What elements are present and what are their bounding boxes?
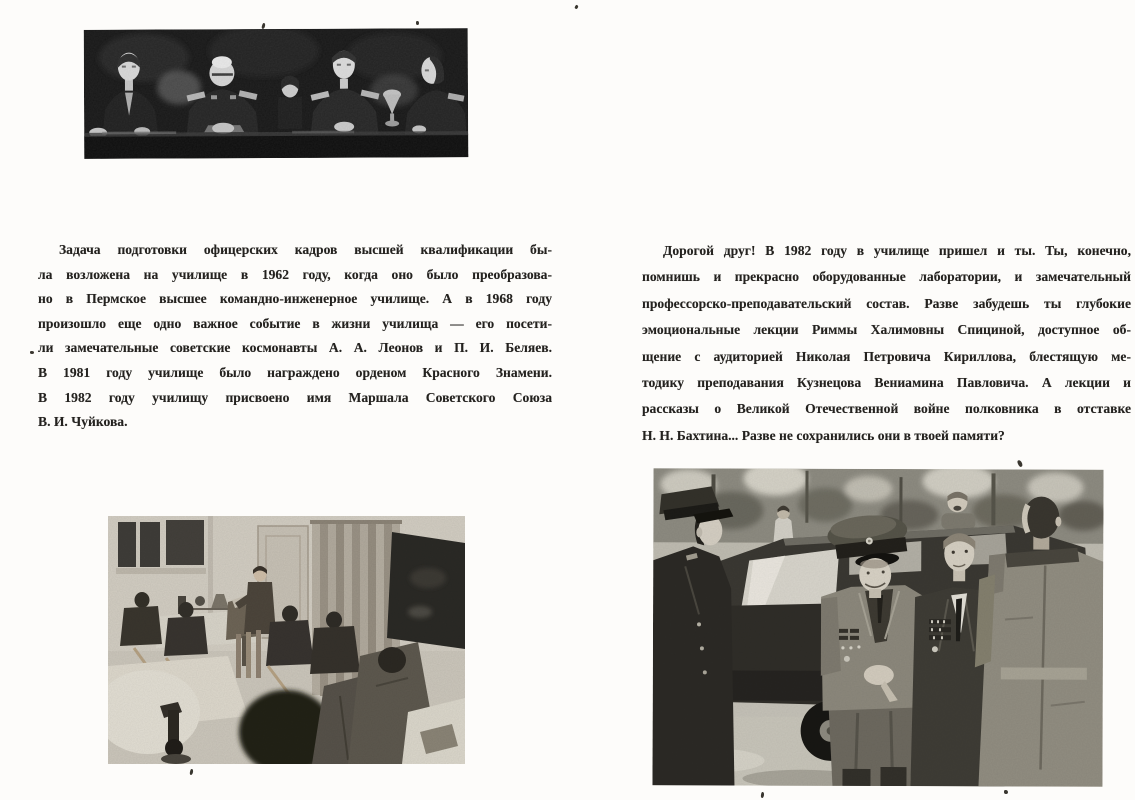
- scan-speck: [1017, 459, 1024, 467]
- text-line: тодику преподавания Кузнецова Вениамина Павловича. А лекции и: [642, 374, 1131, 390]
- text-line: Дорогой друг! В 1982 году в училище пришел и ты. Ты, конечно,: [663, 243, 1131, 258]
- text-line: рассказы о Великой Отечественной войне полковника в отставке: [642, 401, 1131, 417]
- text-line: В 1981 году училище было награждено орденом Красного Знамени.: [38, 364, 552, 380]
- text-line: щение с аудиторией Николая Петровича Кириллова, блестящую ме-: [642, 348, 1131, 364]
- scan-speck: [416, 21, 419, 25]
- text-line: ли замечательные советские космонавты А. А. Леонов и П. И. Беляев.: [38, 340, 552, 356]
- classroom-photo-art: [108, 516, 465, 764]
- text-line: ла возложена на училище в 1962 году, когда оно было преобразова-: [38, 266, 552, 282]
- scan-speck: [574, 5, 579, 10]
- text-line: В. И. Чуйкова.: [38, 414, 128, 430]
- right-page-paragraph: [642, 241, 1131, 452]
- scan-speck: [30, 351, 34, 354]
- scan-speck: [189, 769, 193, 776]
- text-line: В 1982 году училищу присвоено имя Маршала Советского Союза: [38, 389, 552, 405]
- text-line: профессорско-преподавательский состав. Разве забудешь ты глубокие: [642, 295, 1131, 311]
- scan-speck: [761, 792, 765, 798]
- text-line: эмоциональные лекции Риммы Халимовны Спициной, доступное об-: [642, 322, 1131, 338]
- car-arrival-photo-art: [652, 468, 1103, 787]
- presidium-photo-art: [84, 28, 469, 159]
- text-line: но в Пермское высшее командно-инженерное училище. А в 1968 году: [38, 291, 552, 307]
- presidium-photo: [84, 28, 469, 159]
- text-line: Н. Н. Бахтина... Разве не сохранились они в твоей памяти?: [642, 427, 1005, 443]
- scan-speck: [1004, 790, 1008, 794]
- left-page-paragraph: [38, 240, 552, 437]
- classroom-photo: [108, 516, 465, 764]
- text-line: произошло еще одно важное событие в жизни училища — его посети-: [38, 315, 552, 331]
- car-arrival-photo: [652, 468, 1103, 787]
- text-line: помнишь и прекрасно оборудованные лаборатории, и замечательный: [642, 269, 1131, 285]
- text-line: Задача подготовки офицерских кадров высшей квалификации бы-: [59, 242, 552, 257]
